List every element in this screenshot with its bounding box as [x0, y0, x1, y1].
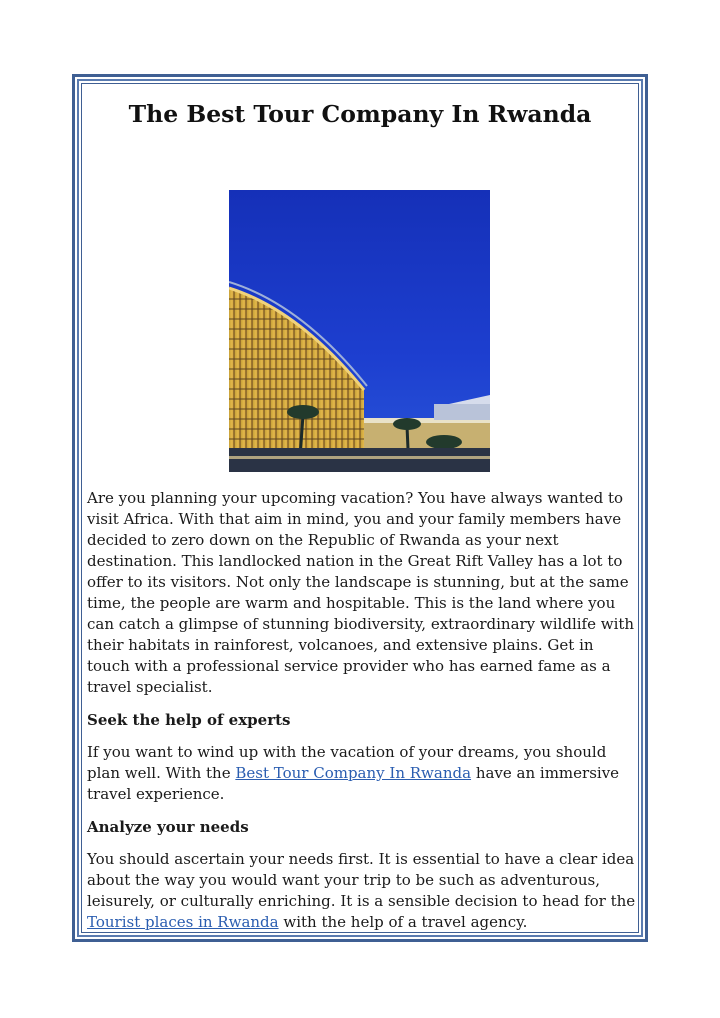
- experts-paragraph: [87, 742, 639, 805]
- tourist-places-link[interactable]: Tourist places in Rwanda: [87, 913, 279, 931]
- page-title: The Best Tour Company In Rwanda: [128, 100, 592, 128]
- section-heading-experts: Seek the help of experts: [87, 711, 291, 729]
- intro-paragraph: Are you planning your upcoming vacation? You have always wanted to visit Africa. With that aim in mind, you and your family members have decided to zero down on the Republic of Rwanda as your next destination. This landlocked nation in the Great Rift Valley has a lot to offer to its visitors. Not only the landscape is stunning, but at the same time, the people are warm and hospitable. This is the land where you can catch a glimpse of stunning biodiversity, extraordinary wildlife with their habitats in rainforest, volcanoes, and extensive plains. Get in touch with a professional service provider who has earned fame as a travel specialist.: [87, 489, 635, 696]
- needs-text-before: You should ascertain your needs first. It is essential to have a clear idea about the way you would want your trip to be such as adventurous, leisurely, or culturally enriching. It is a sensible decision to head for the: [87, 850, 636, 910]
- needs-paragraph: [87, 849, 639, 933]
- experts-text-after: have an immersive travel experience.: [87, 764, 620, 803]
- needs-text-after: with the help of a travel agency.: [278, 913, 528, 931]
- section-heading-needs: Analyze your needs: [87, 818, 249, 836]
- article-body: [87, 488, 639, 933]
- experts-text-before: If you want to wind up with the vacation of your dreams, you should plan well. With the: [87, 743, 607, 782]
- best-tour-company-link[interactable]: Best Tour Company In Rwanda: [235, 764, 472, 782]
- building-photo: [229, 190, 490, 472]
